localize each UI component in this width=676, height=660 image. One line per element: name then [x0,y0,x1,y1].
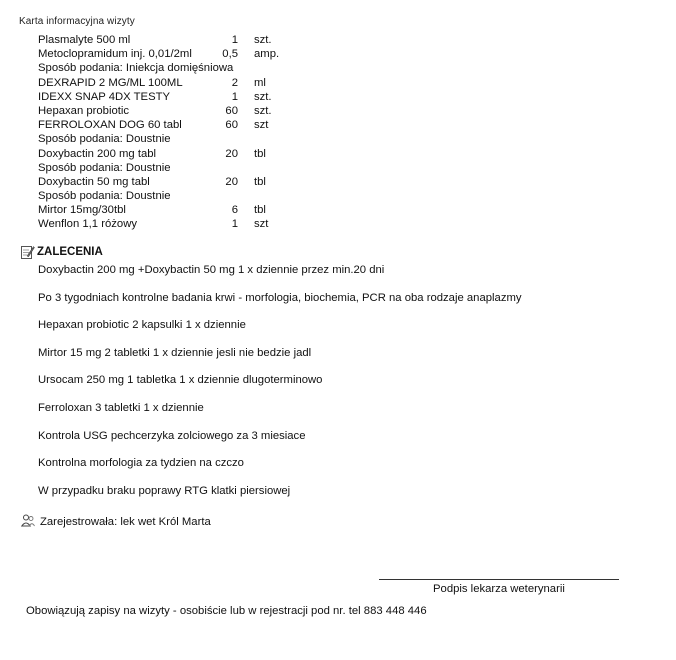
pencil-note-icon [21,245,35,259]
recommendation-item: Kontrolna morfologia za tydzien na czczo [38,457,244,470]
item-row [38,175,338,189]
item-name: Doxybactin 50 mg tabl [38,175,150,188]
item-unit: tbl [254,175,266,188]
item-unit: szt. [254,90,272,103]
recommendations-title: ZALECENIA [37,246,103,258]
item-row [38,147,338,161]
signature-label: Podpis lekarza weterynarii [433,583,565,595]
recommendations-list [38,262,658,510]
note-text: Sposób podania: Doustnie [38,161,171,174]
note-text: Sposób podania: Doustnie [38,133,171,146]
item-quantity: 60 [225,104,238,117]
item-unit: tbl [254,147,266,160]
item-unit: amp. [254,48,280,61]
recommendation-item: Mirtor 15 mg 2 tabletki 1 x dziennie jesli nie bedzie jadl [38,346,312,359]
item-name: Wenflon 1,1 różowy [38,218,138,231]
item-quantity: 20 [225,175,238,188]
item-unit: szt. [254,34,272,46]
recommendations-header [21,243,103,261]
item-quantity: 1 [231,34,238,46]
item-unit: szt [254,119,269,132]
item-quantity: 0,5 [222,48,238,61]
item-quantity: 60 [225,119,238,132]
item-unit: szt. [254,104,272,117]
item-name: IDEXX SNAP 4DX TESTY [38,90,171,103]
item-row [38,203,338,217]
item-row [38,47,338,61]
item-name: Plasmalyte 500 ml [38,34,131,46]
item-row [38,76,338,90]
item-unit: szt [254,218,269,231]
recommendation-item: Ursocam 250 mg 1 tabletka 1 x dziennie dlugoterminowo [38,374,323,387]
registered-text: Zarejestrowała: lek wet Król Marta [40,516,211,528]
item-row [38,33,338,47]
document-title: Karta informacyjna wizyty [19,16,135,27]
item-quantity: 1 [231,218,238,231]
administration-note [38,132,338,146]
item-row [38,104,338,118]
administration-note [38,61,338,75]
users-icon [21,514,35,530]
recommendation-item: Hepaxan probiotic 2 kapsulki 1 x dziennie [38,319,246,332]
note-text: Sposób podania: Iniekcja domięśniowa [38,62,234,75]
item-name: Doxybactin 200 mg tabl [38,147,157,160]
item-list [38,33,338,232]
administration-note [38,161,338,175]
recommendation-item: Kontrola USG pechcerzyka zolciowego za 3 miesiace [38,429,306,442]
item-row [38,118,338,132]
recommendation-item: Doxybactin 200 mg +Doxybactin 50 mg 1 x dziennie przez min.20 dni [38,264,385,276]
note-text: Sposób podania: Doustnie [38,190,171,203]
recommendation-item: Ferroloxan 3 tabletki 1 x dziennie [38,401,204,414]
item-name: DEXRAPID 2 MG/ML 100ML [38,76,183,89]
item-name: Metoclopramidum inj. 0,01/2ml [38,48,192,61]
recommendation-item: Po 3 tygodniach kontrolne badania krwi - morfologia, biochemia, PCR na oba rodzaje anaplazmy [38,291,522,304]
item-name: Hepaxan probiotic [38,104,130,117]
recommendation-item: W przypadku braku poprawy RTG klatki piersiowej [38,484,291,497]
item-row [38,90,338,104]
item-row [38,217,338,231]
item-name: FERROLOXAN DOG 60 tabl [38,119,182,132]
registered-by [21,514,211,530]
item-unit: tbl [254,204,266,217]
administration-note [38,189,338,203]
item-quantity: 6 [231,204,238,217]
item-quantity: 1 [231,90,238,103]
item-quantity: 2 [231,76,238,89]
item-name: Mirtor 15mg/30tbl [38,204,126,217]
footer-note: Obowiązują zapisy na wizyty - osobiście lub w rejestracji pod nr. tel 883 448 446 [26,605,427,617]
item-unit: ml [254,76,266,89]
signature-line [379,579,619,580]
item-quantity: 20 [225,147,238,160]
